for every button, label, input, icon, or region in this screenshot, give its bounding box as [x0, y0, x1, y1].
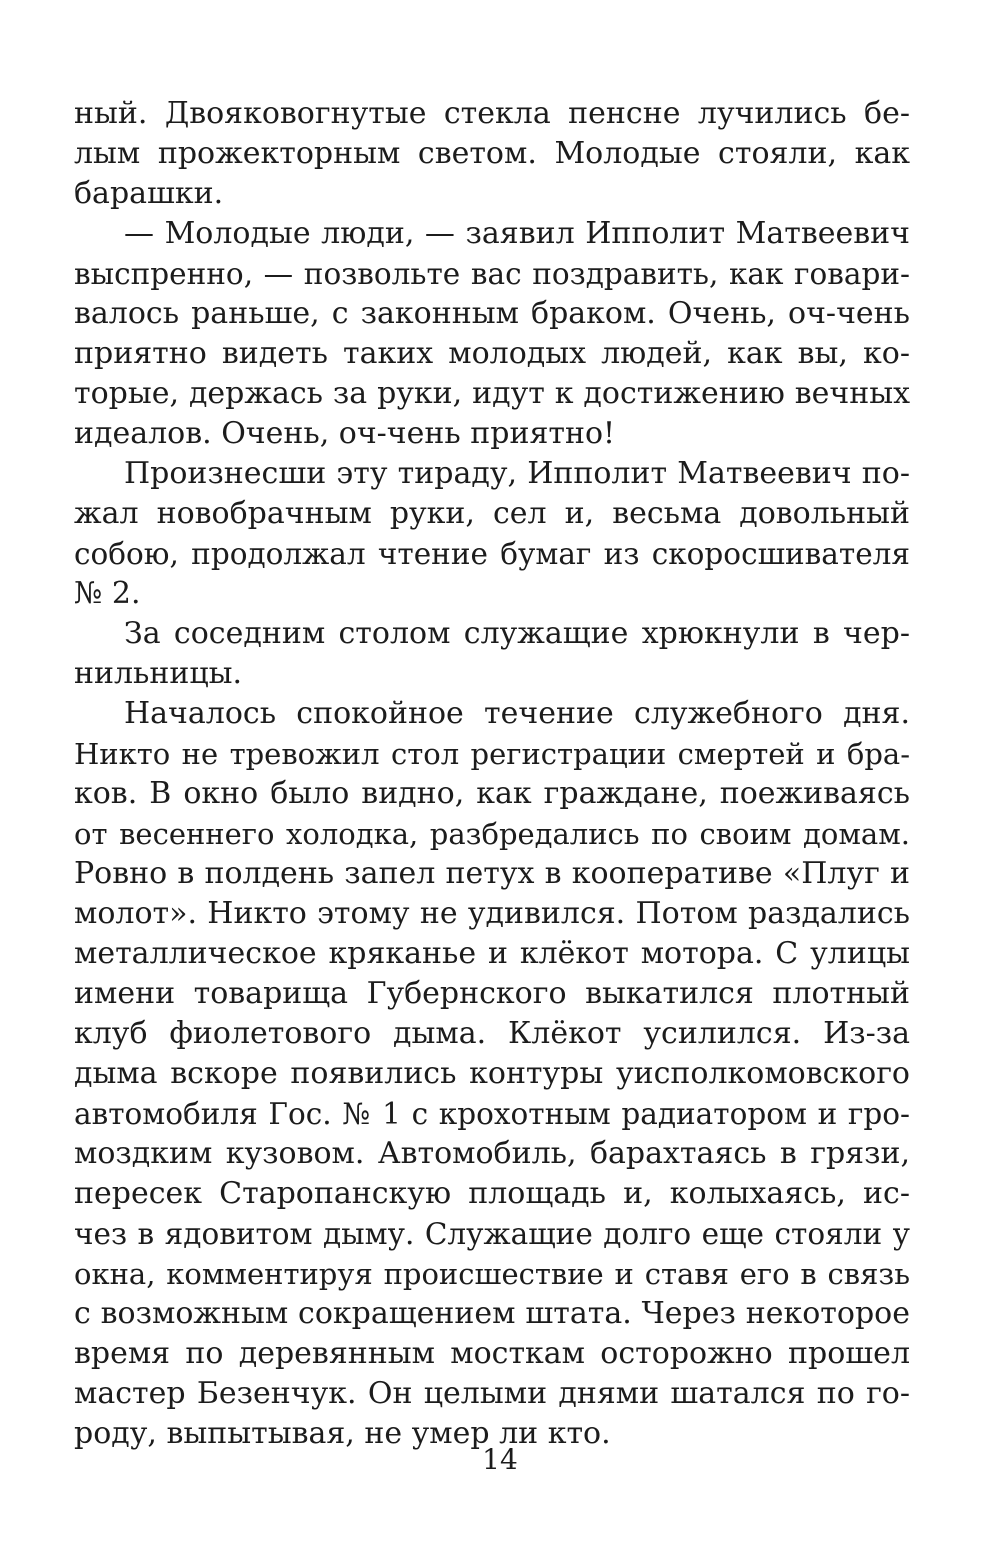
text-line: от весеннего холодка, разбредались по своим домам.: [74, 817, 910, 851]
text-line: собою, продолжал чтение бумаг из скоросшивателя: [74, 537, 910, 571]
text-line: торые, держась за руки, идут к достижению вечных: [74, 376, 910, 411]
text-line: автомобиля Гос. № 1 с крохотным радиатором и гро-: [74, 1097, 910, 1131]
text-line: жал новобрачным руки, сел и, весьма довольный: [74, 496, 910, 531]
text-line: валось раньше, с законным браком. Очень, оч-чень: [74, 296, 910, 331]
text-line: пересек Старопанскую площадь и, колыхаясь, ис-: [74, 1176, 910, 1211]
text-line: барашки.: [74, 176, 224, 211]
text-line: Ровно в полдень запел петух в кооперативе «Плуг и: [74, 856, 910, 891]
text-line: клуб фиолетового дыма. Клёкот усилился. Из-за: [74, 1016, 910, 1051]
body-text: [74, 94, 910, 1454]
text-line: ков. В окно было видно, как граждане, поеживаясь: [74, 776, 910, 811]
text-line: выспренно, — позвольте вас поздравить, как говари-: [74, 257, 910, 291]
text-line: чез в ядовитом дыму. Служащие долго еще стояли у: [74, 1217, 910, 1251]
text-line: приятно видеть таких молодых людей, как вы, ко-: [74, 336, 910, 371]
text-line: время по деревянным мосткам осторожно прошел: [74, 1336, 910, 1371]
text-line: с возможным сокращением штата. Через некоторое: [74, 1296, 910, 1331]
text-line: металлическое кряканье и клёкот мотора. С улицы: [74, 936, 910, 971]
text-line: роду, выпытывая, не умер ли кто.: [74, 1416, 611, 1451]
text-line: Началось спокойное течение служебного дня.: [124, 696, 910, 731]
text-line: нильницы.: [74, 656, 243, 691]
text-line: Произнесши эту тираду, Ипполит Матвеевич по-: [124, 456, 910, 491]
text-line: имени товарища Губернского выкатился плотный: [74, 976, 910, 1011]
text-line: лым прожекторным светом. Молодые стояли, как: [74, 136, 910, 171]
text-line: дыма вскоре появились контуры уисполкомовского: [74, 1056, 910, 1091]
text-line: молот». Никто этому не удивился. Потом раздались: [74, 896, 910, 931]
text-line: За соседним столом служащие хрюкнули в чер-: [124, 616, 910, 651]
page-number: 14: [482, 1443, 518, 1476]
text-line: окна, комментируя происшествие и ставя его в связь: [74, 1257, 910, 1291]
text-line: идеалов. Очень, оч-чень приятно!: [74, 416, 616, 451]
text-line: Никто не тревожил стол регистрации смертей и бра-: [74, 737, 910, 771]
text-line: — Молодые люди, — заявил Ипполит Матвеевич: [124, 216, 910, 251]
text-line: ный. Двояковогнутые стекла пенсне лучились бе-: [74, 96, 910, 131]
text-line: мастер Безенчук. Он целыми днями шатался по го-: [74, 1376, 910, 1411]
text-line: № 2.: [74, 576, 141, 611]
text-line: моздким кузовом. Автомобиль, барахтаясь в грязи,: [74, 1136, 910, 1171]
